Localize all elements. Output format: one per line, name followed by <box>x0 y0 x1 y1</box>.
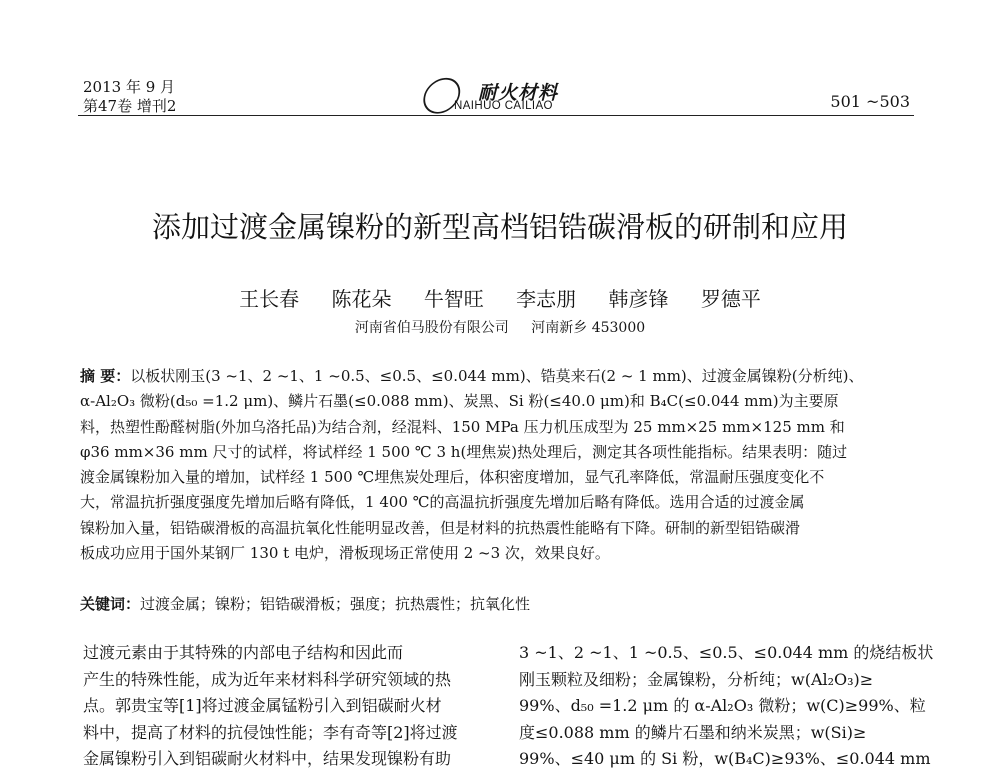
body-line: 99%、≤40 μm 的 Si 粉，w(B₄C)≥93%、≤0.044 mm <box>519 749 931 768</box>
body-line: 刚玉颗粒及细粉；金属镍粉，分析纯；w(Al₂O₃)≥ <box>519 669 874 689</box>
body-line: 99%、d₅₀ =1.2 μm 的 α-Al₂O₃ 微粉；w(C)≥99%、粒 <box>519 696 926 715</box>
journal-logo <box>418 75 588 121</box>
body-column-right <box>519 640 934 773</box>
keywords <box>80 593 530 614</box>
abstract-line: 镍粉加入量，铝锆碳滑板的高温抗氧化性能明显改善，但是材料的抗热震性能略有下降。研制的新型铝锆碳滑 <box>80 518 801 537</box>
body-column-left <box>83 640 488 773</box>
paper-title: 添加过渡金属镍粉的新型高档铝锆碳滑板的研制和应用 <box>151 210 848 244</box>
affiliation <box>0 317 1000 337</box>
header-divider <box>78 115 914 116</box>
abstract-line: 大，常温抗折强度强度先增加后略有降低，1 400 ℃的高温抗折强度先增加后略有降低。选用合适的过渡金属 <box>80 493 805 512</box>
page-range: 501 ~503 <box>830 92 910 111</box>
keywords-label: 关键词： <box>80 595 141 613</box>
issue-date: 2013 年 9 月 <box>83 78 176 96</box>
journal-name-en: NAIHUO CAILIAO <box>454 100 553 112</box>
body-line: 3 ~1、2 ~1、1 ~0.5、≤0.5、≤0.044 mm 的烧结板状 <box>519 643 934 662</box>
author: 王长春 <box>239 287 300 311</box>
affiliation-address: 河南新乡 453000 <box>531 320 646 336</box>
abstract-line: 渡金属镍粉加入量的增加，试样经 1 500 ℃埋焦炭处理后，体积密度增加，显气孔率降低，常温耐压强度变化不 <box>80 468 825 487</box>
abstract-line: 摘 要：以板状刚玉(3 ~1、2 ~1、1 ~0.5、≤0.5、≤0.044 mm)、锆莫来石(2 ~ 1 mm)、过渡金属镍粉(分析纯)、 <box>80 367 864 385</box>
author: 牛智旺 <box>423 287 484 311</box>
abstract-line: 板成功应用于国外某钢厂 130 t 电炉，滑板现场正常使用 2 ~3 次，效果良好。 <box>80 544 610 563</box>
author: 李志朋 <box>516 287 577 311</box>
body-line: 金属镍粉引入到铝碳耐火材料中，结果发现镍粉有助 <box>83 749 452 768</box>
body-line: 点。郭贵宝等[1]将过渡金属锰粉引入到铝碳耐火材 <box>83 696 442 715</box>
abstract-line: α-Al₂O₃ 微粉(d₅₀ =1.2 μm)、鳞片石墨(≤0.088 mm)、炭黑、Si 粉(≤40.0 μm)和 B₄C(≤0.044 mm)为主要原 <box>80 392 839 411</box>
body-line: 产生的特殊性能，成为近年来材料科学研究领域的热 <box>83 669 452 689</box>
issue-volume: 第47卷 增刊2 <box>83 97 177 115</box>
author-list <box>0 283 1000 312</box>
body-line: 过渡元素由于其特殊的内部电子结构和因此而 <box>83 643 404 662</box>
abstract-label: 摘 要： <box>80 367 131 385</box>
abstract <box>80 364 920 566</box>
journal-name-cn: 耐火材料 <box>478 82 559 104</box>
abstract-line: φ36 mm×36 mm 尺寸的试样，将试样经 1 500 ℃ 3 h(埋焦炭)热处理后，测定其各项性能指标。结果表明：随过 <box>80 442 848 461</box>
author: 陈花朵 <box>331 287 392 311</box>
abstract-line: 料，热塑性酚醛树脂(外加乌洛托品)为结合剂，经混料、150 MPa 压力机压成型为 25 mm×25 mm×125 mm 和 <box>80 417 845 436</box>
author: 罗德平 <box>700 287 761 311</box>
affiliation-org: 河南省伯马股份有限公司 <box>354 320 509 336</box>
body-line: 料中，提高了材料的抗侵蚀性能；李有奇等[2]将过渡 <box>83 722 458 742</box>
author: 韩彦锋 <box>608 287 669 311</box>
body-line: 度≤0.088 mm 的鳞片石墨和纳米炭黑；w(Si)≥ <box>519 722 867 742</box>
journal-issue-info <box>83 78 176 116</box>
journal-logo-mark: 〇 <box>418 75 458 121</box>
keywords-text: 过渡金属；镍粉；铝锆碳滑板；强度；抗热震性；抗氧化性 <box>140 595 531 613</box>
